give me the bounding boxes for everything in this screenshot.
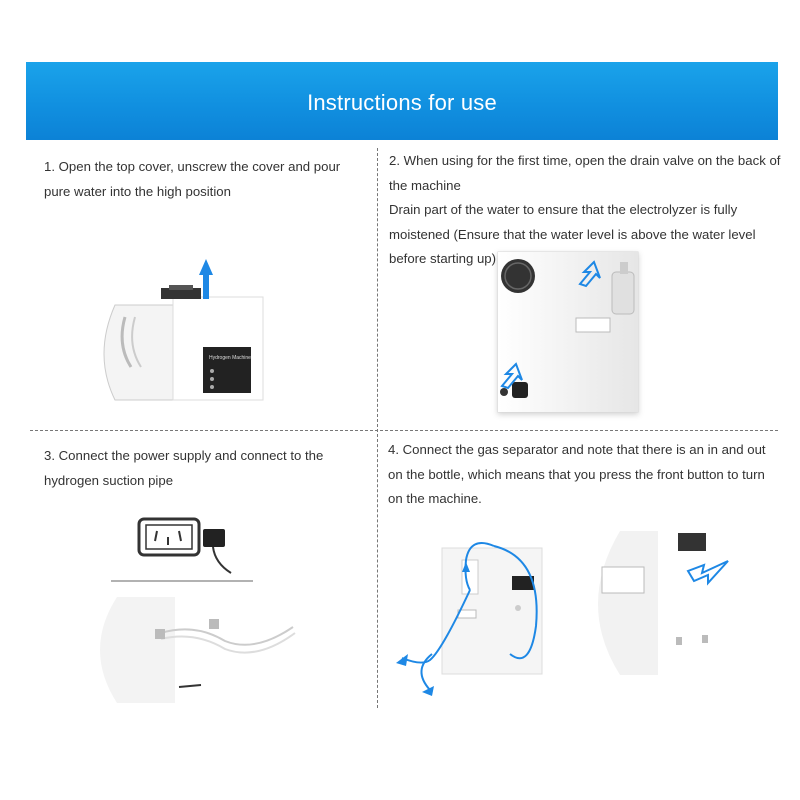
page-title: Instructions for use xyxy=(307,90,497,115)
step-4-illustration-right xyxy=(590,525,775,695)
step-2-illustration xyxy=(494,248,654,418)
title-banner xyxy=(26,62,778,140)
horizontal-divider xyxy=(30,430,778,431)
step-1-line: 1. Open the top cover, unscrew the cover and pour pure water into the high position xyxy=(44,159,341,199)
step-1-illustration xyxy=(95,255,265,405)
step-2-line-2: Drain part of the water to ensure that the electrolyzer is fully moistened (Ensure that the water level is above the water level before starting up) xyxy=(389,202,756,266)
step-1-text xyxy=(44,155,369,204)
power-plug-icon xyxy=(203,529,231,573)
arrow-left-icon xyxy=(396,654,408,666)
step-3-illustration xyxy=(95,515,305,705)
step-4-illustration-left xyxy=(392,530,562,700)
step-4-text xyxy=(388,438,780,512)
step-4-line: 4. Connect the gas separator and note that there is an in and out on the bottle, which means that you press the front button to turn on the machine. xyxy=(388,442,766,506)
power-socket-icon xyxy=(139,519,199,555)
vertical-divider xyxy=(377,148,378,708)
arrow-up-icon xyxy=(199,259,213,299)
step-3-line: 3. Connect the power supply and connect to the hydrogen suction pipe xyxy=(44,448,324,488)
step-3-text xyxy=(44,444,369,493)
step-2-line-1: 2. When using for the first time, open the drain valve on the back of the machine xyxy=(389,153,781,193)
device-label: Hydrogen Machine xyxy=(209,355,251,361)
